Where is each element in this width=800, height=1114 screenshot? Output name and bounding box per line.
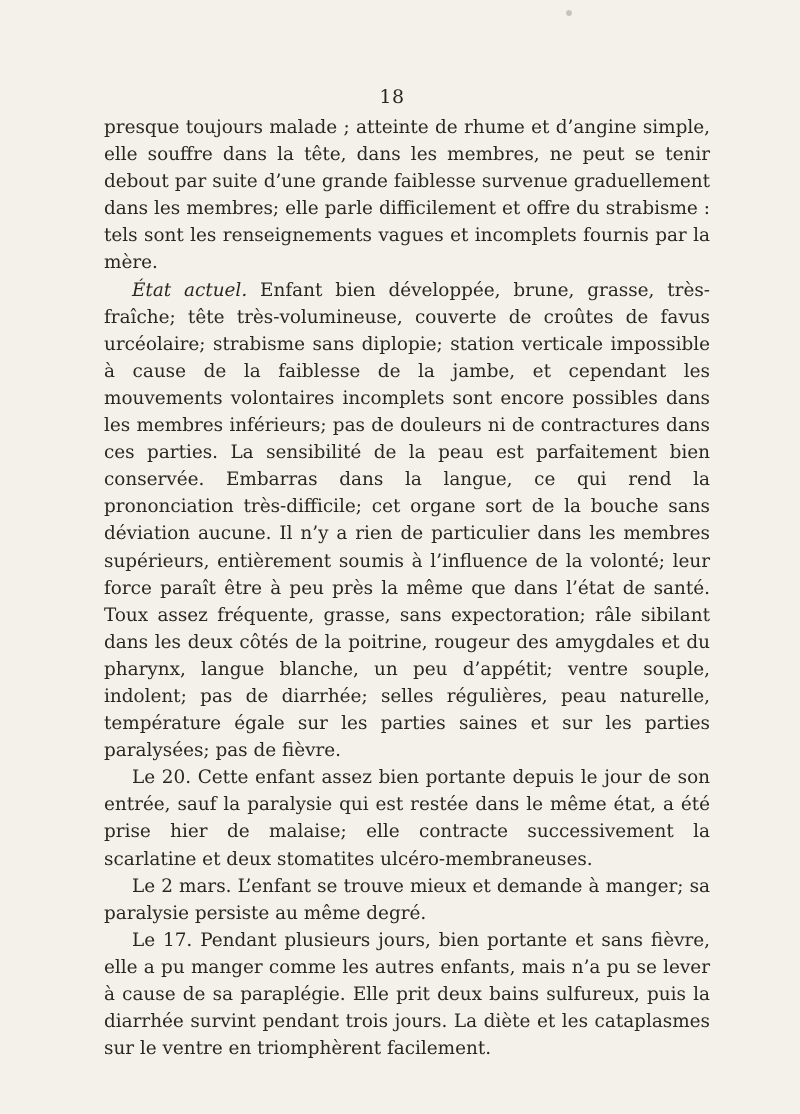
paragraph-le-20: Le 20. Cette enfant assez bien portante depuis le jour de son entrée, sauf la paralysie qui est restée dans le même état, a été prise hier de malaise; elle contracte successivement la scarlatine et deux stomatites ulcéro-membraneuses.	[104, 767, 710, 870]
paragraph-le-17: Le 17. Pendant plusieurs jours, bien portante et sans fièvre, elle a pu manger comme les autres enfants, mais n’a pu se lever à cause de sa paraplégie. Elle prit deux bains sulfureux, puis la diarrhée survint pendant trois jours. La diète et les cataplasmes sur le ventre en triomphèrent facilement.	[104, 929, 710, 1060]
paragraph-etat-actuel	[104, 277, 710, 765]
page-number: 18	[379, 86, 405, 108]
paper-stain	[566, 10, 572, 16]
paragraph-le-2-mars: Le 2 mars. L’enfant se trouve mieux et demande à manger; sa paralysie persiste au même degré.	[104, 875, 710, 924]
paragraph-etat-actuel-text: Enfant bien développée, brune, grasse, très-fraîche; tête très-volumineuse, couverte de croûtes de favus urcéolaire; strabisme sans diplopie; station verticale impossible à cause de la faiblesse de la jambe, et cependant les mouvements volontaires incomplets sont encore possibles dans les membres inférieurs; pas de douleurs ni de contractures dans ces parties. La sensibilité de la peau est parfaitement bien conservée. Embarras dans la langue, ce qui rend la prononciation très-difficile; cet organe sort de la bouche sans déviation aucune. Il n’y a rien de particulier dans les membres supérieurs, entièrement soumis à l’influence de la volonté; leur force paraît être à peu près la même que dans l’état de santé. Toux assez fréquente, grasse, sans expectoration; râle sibilant dans les deux côtés de la poitrine, rougeur des amygdales et du pharynx, langue blanche, un peu d’appétit; ventre souple, indolent; pas de diarrhée; selles régulières, peau naturelle, température égale sur les parties saines et sur les parties paralysées; pas de fièvre.	[104, 279, 710, 762]
section-heading-etat-actuel: État actuel.	[132, 279, 248, 301]
body-text	[104, 114, 710, 1062]
paragraph-history: presque toujours malade ; atteinte de rhume et d’angine simple, elle souffre dans la tête, dans les membres, ne peut se tenir debout par suite d’une grande faiblesse survenue graduellement dans les membres; elle parle difficilement et offre du strabisme : tels sont les renseignements vagues et incomplets fournis par la mère.	[104, 117, 710, 274]
